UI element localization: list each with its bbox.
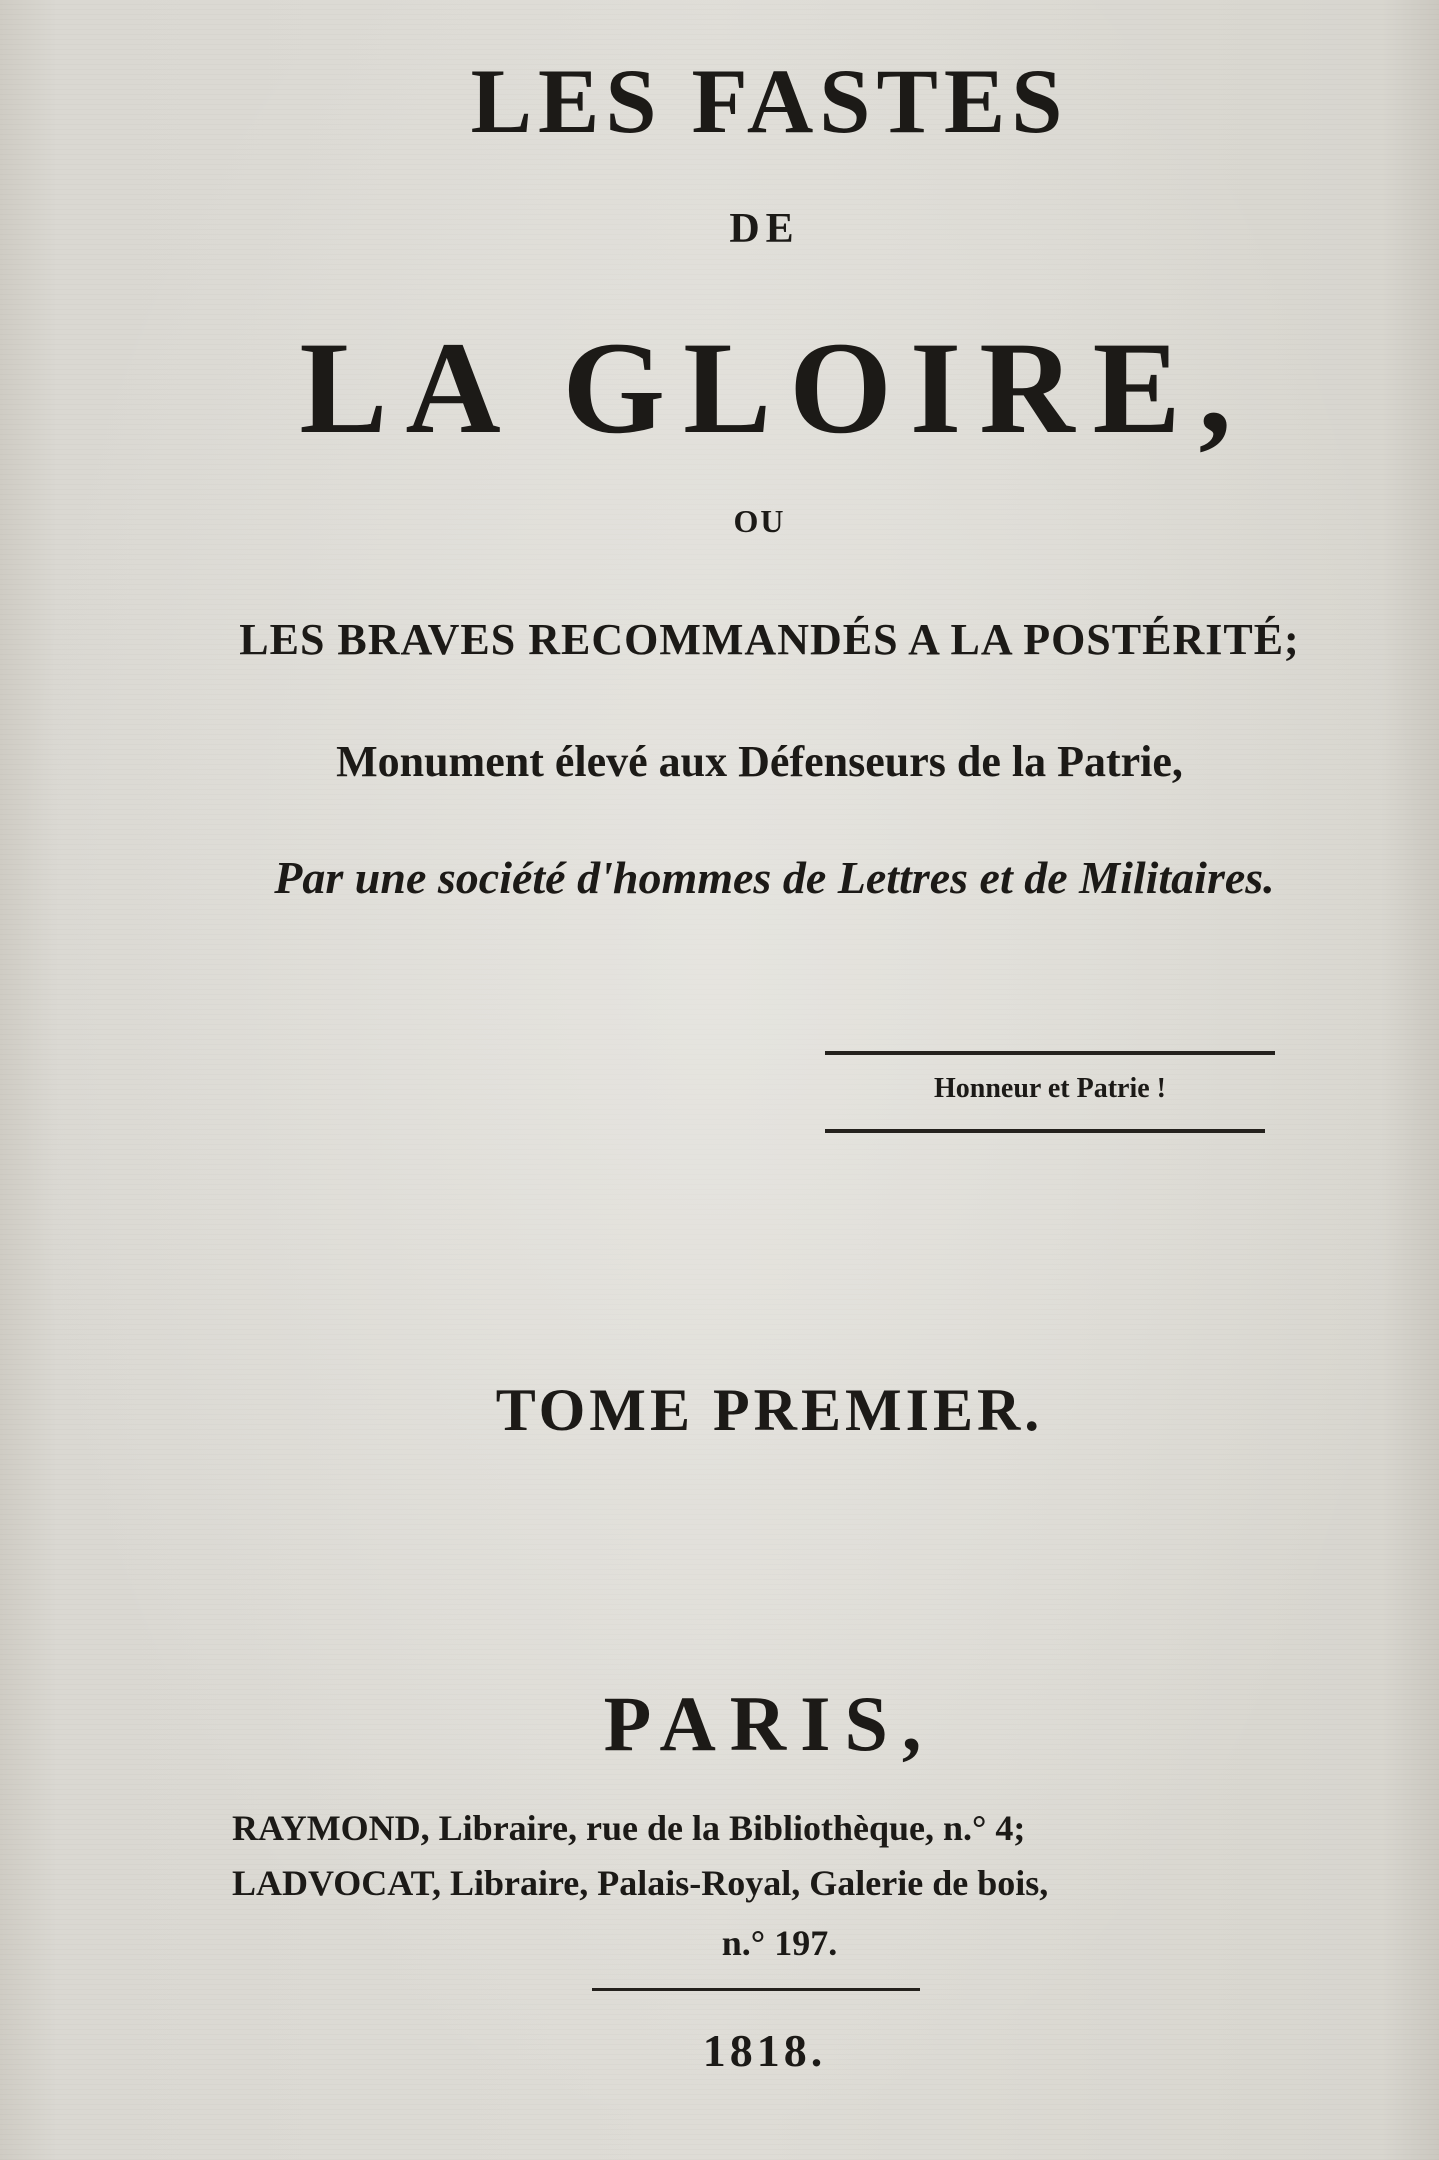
motto-block xyxy=(825,1045,1275,1135)
authors-line: Par une société d'hommes de Lettres et de Militaires. xyxy=(274,852,1275,903)
publisher-line-2: LADVOCAT, Libraire, Palais-Royal, Galerie de bois, xyxy=(232,1863,1049,1903)
motto-rule-top xyxy=(825,1051,1275,1055)
publisher-line-1: RAYMOND, Libraire, rue de la Bibliothèque, n.° 4; xyxy=(232,1808,1026,1848)
motto-rule-bottom xyxy=(825,1129,1265,1133)
title-line-1: LES FASTES xyxy=(470,50,1069,152)
volume-label: TOME PREMIER. xyxy=(495,1377,1044,1443)
year-rule xyxy=(592,1988,920,1991)
subtitle: LES BRAVES RECOMMANDÉS A LA POSTÉRITÉ; xyxy=(239,615,1300,664)
title-line-2: DE xyxy=(729,206,800,252)
publisher-line-3: n.° 197. xyxy=(721,1923,838,1963)
dedication: Monument élevé aux Défenseurs de la Patrie, xyxy=(336,737,1183,786)
imprint-place: PARIS, xyxy=(603,1680,936,1767)
title-line-3: LA GLOIRE, xyxy=(299,314,1250,461)
publication-year: 1818. xyxy=(702,2025,827,2076)
title-conjunction: OU xyxy=(733,503,786,539)
motto: Honneur et Patrie ! xyxy=(934,1073,1166,1104)
